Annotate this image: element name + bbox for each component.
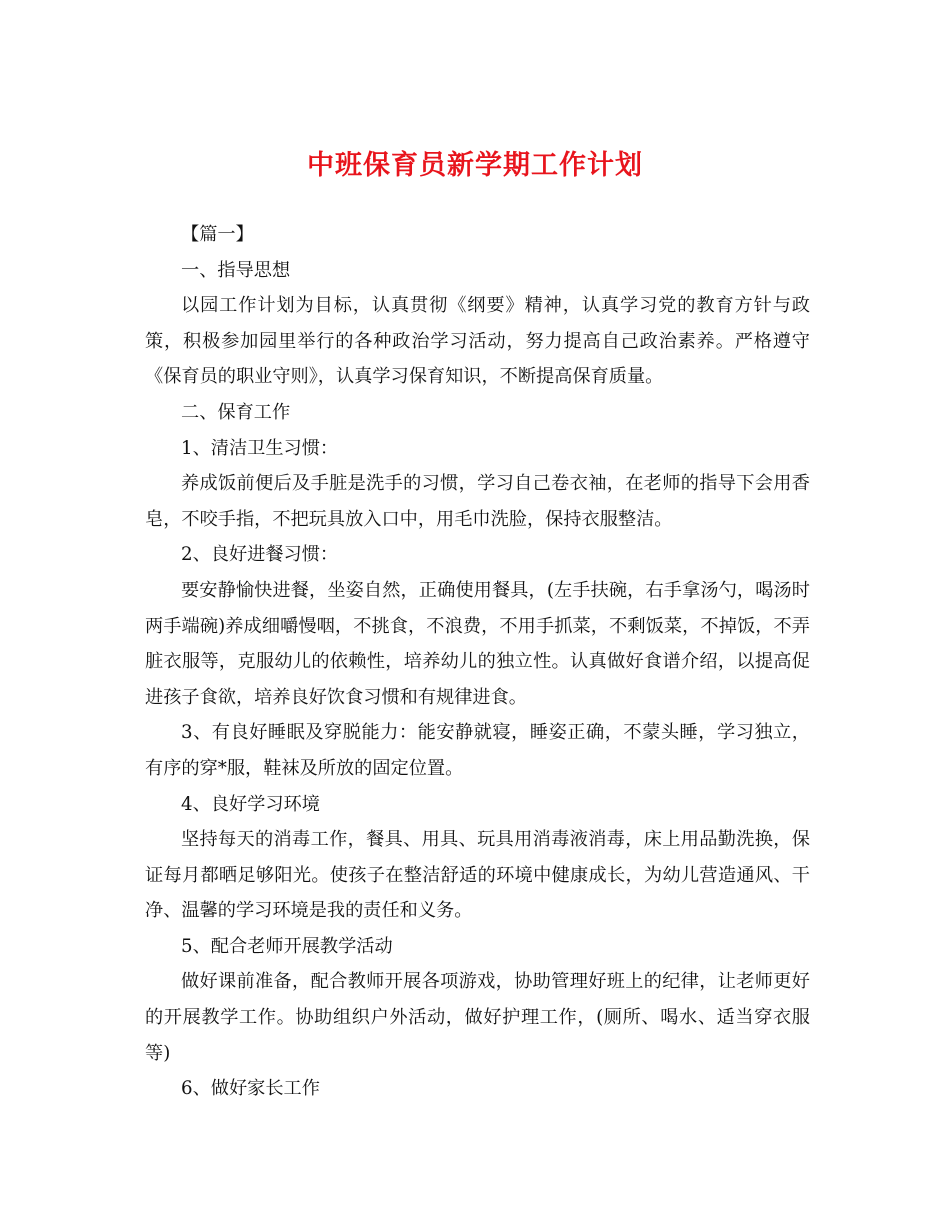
heading-guiding-ideology: 一、指导思想 [181, 259, 291, 281]
subheading-environment: 4、良好学习环境 [181, 793, 320, 815]
paragraph: 3、有良好睡眠及穿脱能力：能安静就寝，睡姿正确，不蒙头睡，学习独立，有序的穿*服，鞋袜及所放的固定位置。 [145, 722, 810, 779]
paragraph: 养成饭前便后及手脏是洗手的习惯，学习自己卷衣袖，在老师的指导下会用香皂，不咬手指，不把玩具放入口中，用毛巾洗脸，保持衣服整洁。 [145, 473, 810, 530]
subheading-eating: 2、良好进餐习惯： [181, 544, 339, 566]
document-body [145, 217, 810, 1107]
heading-childcare-work: 二、保育工作 [181, 401, 291, 423]
subheading-parents: 6、做好家长工作 [181, 1078, 320, 1100]
subheading-teaching: 5、配合老师开展教学活动 [181, 935, 393, 957]
subheading-hygiene: 1、清洁卫生习惯： [181, 437, 339, 459]
paragraph: 做好课前准备，配合教师开展各项游戏，协助管理好班上的纪律，让老师更好的开展教学工作。协助组织户外活动，做好护理工作，(厕所、喝水、适当穿衣服等) [145, 971, 810, 1064]
document-title: 中班保育员新学期工作计划 [307, 150, 643, 181]
paragraph: 要安静愉快进餐，坐姿自然，正确使用餐具，(左手扶碗，右手拿汤勺，喝汤时两手端碗)养成细嚼慢咽，不挑食，不浪费，不用手抓菜，不剩饭菜，不掉饭，不弄脏衣服等，克服幼儿的依赖性，培养幼儿的独立性。认真做好食谱介绍，以提高促进孩子食欲，培养良好饮食习惯和有规律进食。 [145, 579, 810, 708]
paragraph: 坚持每天的消毒工作，餐具、用具、玩具用消毒液消毒，床上用品勤洗换，保证每月都晒足够阳光。使孩子在整洁舒适的环境中健康成长，为幼儿营造通风、干净、温馨的学习环境是我的责任和义务。 [145, 829, 810, 922]
section-label: 【篇一】 [181, 224, 254, 245]
paragraph: 以园工作计划为目标，认真贯彻《纲要》精神，认真学习党的教育方针与政策，积极参加园里举行的各种政治学习活动，努力提高自己政治素养。严格遵守《保育员的职业守则》，认真学习保育知识，不断提高保育质量。 [145, 295, 810, 388]
